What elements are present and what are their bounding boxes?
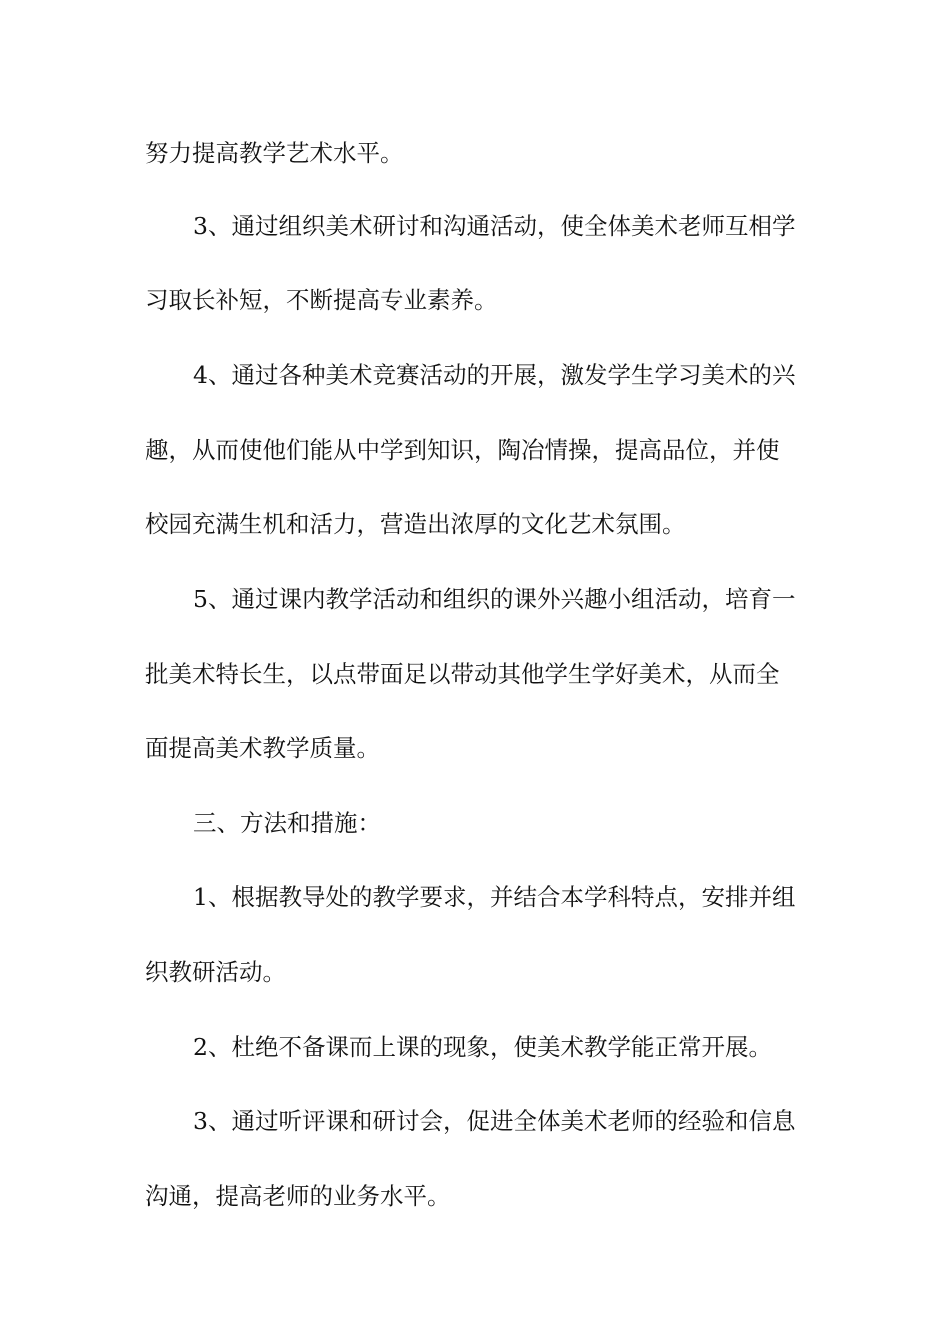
- text-line-6: 校园充满生机和活力，营造出浓厚的文化艺术氛围。: [145, 510, 686, 538]
- section-heading: 三、方法和措施：: [193, 809, 381, 837]
- text-line-14: 3、通过听评课和研讨会，促进全体美术老师的经验和信息: [193, 1107, 796, 1135]
- text-line-7: 5、通过课内教学活动和组织的课外兴趣小组活动，培育一: [193, 585, 796, 613]
- text-line-11: 1、根据教导处的教学要求，并结合本学科特点，安排并组: [193, 883, 796, 911]
- text-line-2: 3、通过组织美术研讨和沟通活动，使全体美术老师互相学: [193, 212, 796, 240]
- text-line-13: 2、杜绝不备课而上课的现象，使美术教学能正常开展。: [193, 1033, 772, 1061]
- text-line-5: 趣，从而使他们能从中学到知识，陶冶情操，提高品位，并使: [145, 436, 780, 464]
- text-line-9: 面提高美术教学质量。: [145, 734, 380, 762]
- text-line-1: 努力提高教学艺术水平。: [145, 139, 404, 167]
- text-line-4: 4、通过各种美术竞赛活动的开展，激发学生学习美术的兴: [193, 361, 796, 389]
- text-line-3: 习取长补短，不断提高专业素养。: [145, 286, 498, 314]
- text-line-12: 织教研活动。: [145, 958, 286, 986]
- text-line-15: 沟通，提高老师的业务水平。: [145, 1182, 451, 1210]
- text-line-8: 批美术特长生，以点带面足以带动其他学生学好美术，从而全: [145, 660, 780, 688]
